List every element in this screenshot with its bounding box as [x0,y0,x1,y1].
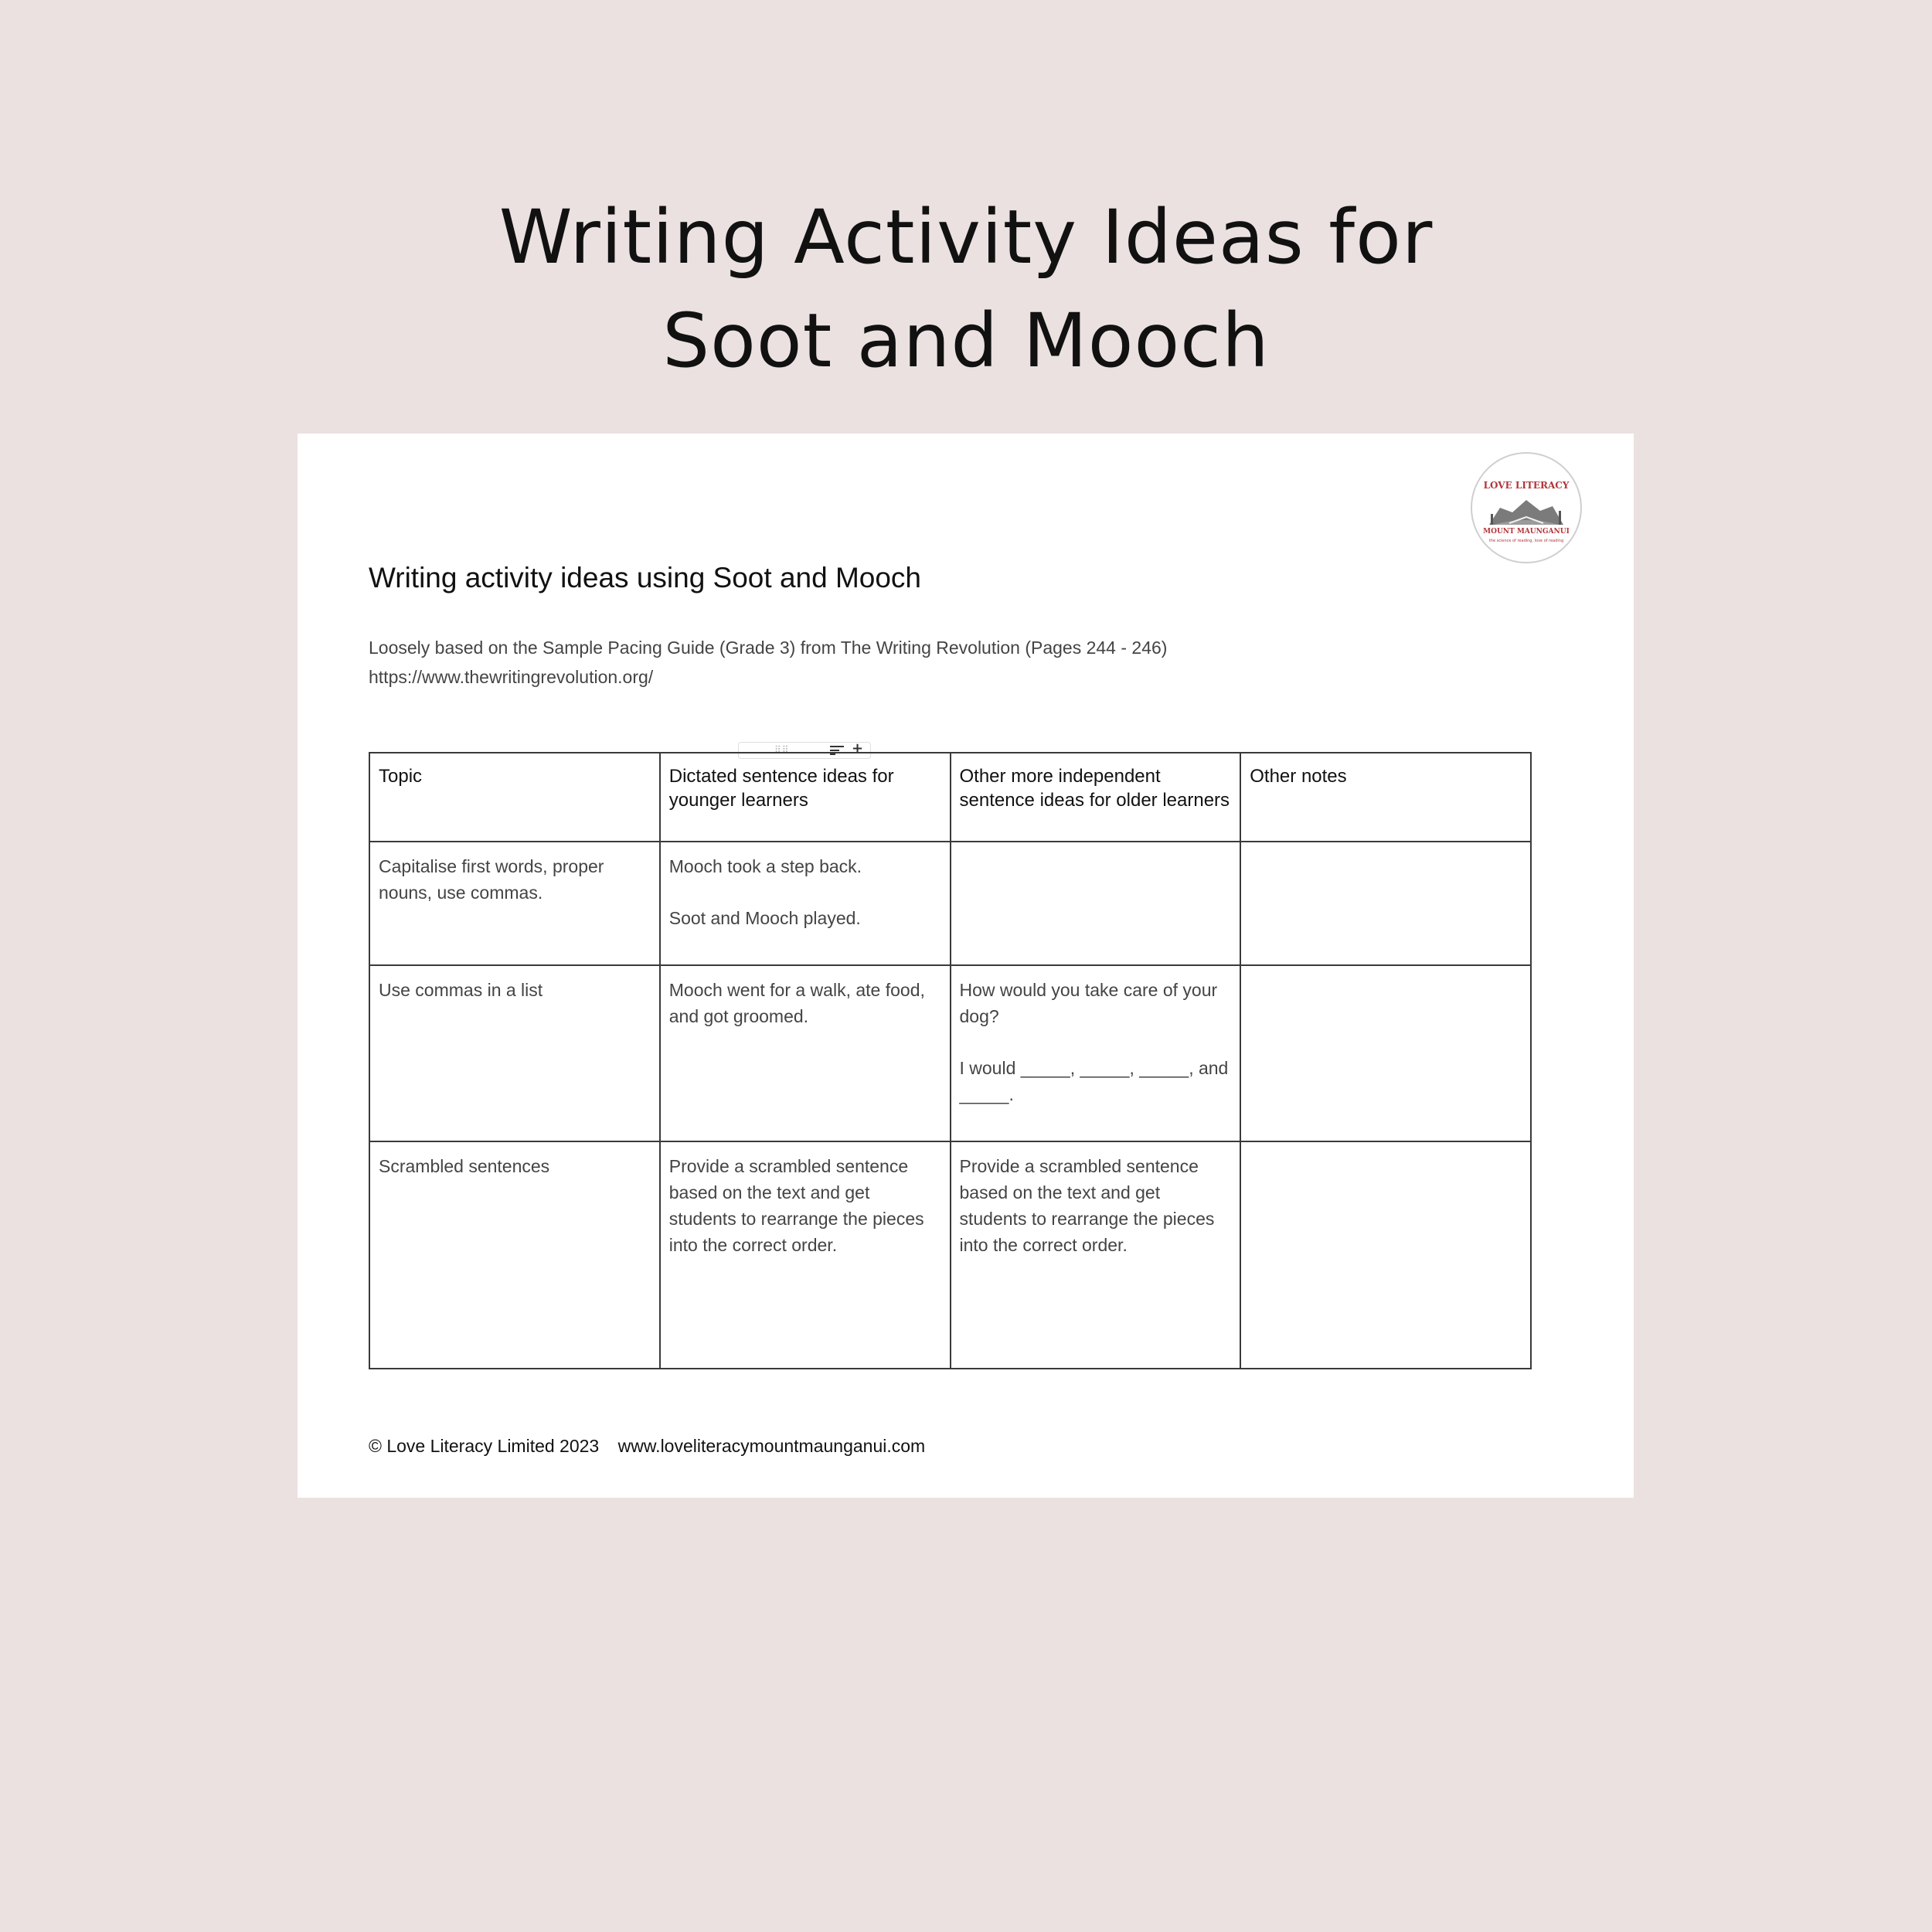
older-sentence-2: I would _____, _____, _____, and _____. [959,1058,1229,1104]
younger-sentence-1: Provide a scrambled sentence based on the text and get students to rearrange the pieces into the correct order. [668,1156,924,1255]
footer-url[interactable]: www.loveliteracymountmaunganui.com [617,1436,926,1456]
older-sentence-1: Provide a scrambled sentence based on the text and get students to rearrange the pieces into the correct order. [959,1156,1215,1255]
hero-title [0,185,1932,393]
source-note: Loosely based on the Sample Pacing Guide (Grade 3) from The Writing Revolution (Pages 244 - 246) [369,638,1168,658]
hero-title-line-1: Writing Activity Ideas for [498,194,1434,281]
table-row [369,1141,1531,1369]
logo-tagline: the science of reading, love of reading [1488,539,1564,543]
header-notes: Other notes [1240,753,1531,842]
cell-older [951,1141,1241,1369]
header-older: Other more independent sentence ideas for older learners [951,753,1241,842]
cell-younger [660,965,951,1141]
table-row [369,965,1531,1141]
cell-topic: Use commas in a list [369,965,660,1141]
book-illustration-icon [1486,494,1566,528]
table-row [369,842,1531,965]
header-younger: Dictated sentence ideas for younger learners [660,753,951,842]
older-sentence-1: How would you take care of your dog? [959,980,1218,1026]
cell-younger [660,842,951,965]
table-header-row [369,753,1531,842]
cell-topic: Capitalise first words, proper nouns, use commas. [369,842,660,965]
cell-notes [1240,1141,1531,1369]
footer-copyright: © Love Literacy Limited 2023 [369,1436,600,1456]
header-topic: Topic [369,753,660,842]
logo-bottom-text: MOUNT MAUNGANUI [1483,528,1570,536]
plus-icon[interactable]: + [852,740,864,757]
love-literacy-logo [1471,452,1582,563]
activity-table [369,752,1532,1369]
source-link[interactable]: https://www.thewritingrevolution.org/ [369,667,654,687]
cell-older [951,842,1241,965]
drag-handle-icon[interactable]: ⠿⠿ [774,744,790,755]
younger-sentence-1: Mooch took a step back. [668,856,862,876]
cell-younger [660,1141,951,1369]
cell-topic: Scrambled sentences [369,1141,660,1369]
cell-older [951,965,1241,1141]
younger-sentence-2: Soot and Mooch played. [668,908,861,928]
document-footer [369,1436,925,1457]
document-title: Writing activity ideas using Soot and Mooch [369,562,922,594]
logo-top-text: LOVE LITERACY [1483,480,1570,491]
hero-title-line-2: Soot and Mooch [662,298,1270,384]
cell-notes [1240,965,1531,1141]
younger-sentence-1: Mooch went for a walk, ate food, and got groomed. [668,980,925,1026]
document-subtitle [369,633,1167,692]
cell-notes [1240,842,1531,965]
document-page [298,434,1634,1498]
